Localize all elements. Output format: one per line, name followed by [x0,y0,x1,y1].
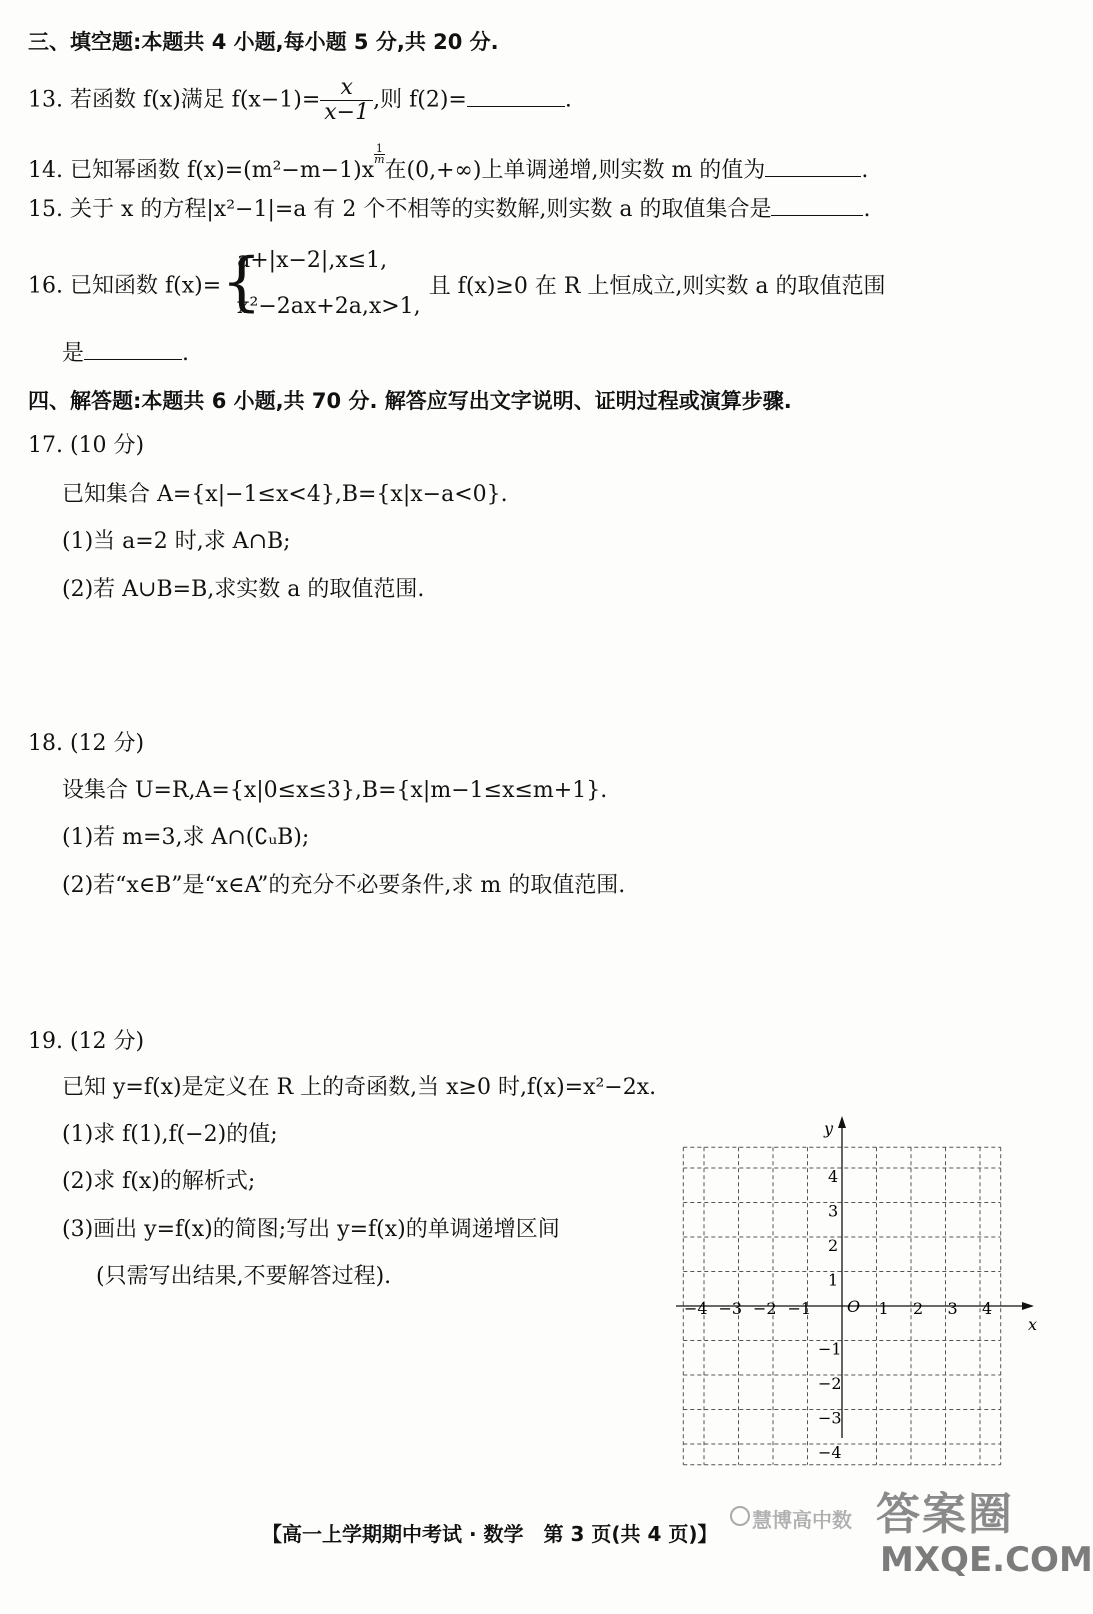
q15-answer-blank[interactable] [771,195,863,216]
q15-stem: 15. 关于 x 的方程|x²−1|=a 有 2 个不相等的实数解,则实数 a 的取值集合是 [28,197,772,222]
q18-stem: 设集合 U=R,A={x|0≤x≤3},B={x|m−1≤x≤m+1}. [62,778,608,803]
q16-brace: { [221,245,262,319]
x-tick-label: 2 [913,1299,924,1318]
question-16-line-2: 是 . [62,341,190,366]
section-4-title: 四、解答题:本题共 6 小题,共 70 分. 解答应写出文字说明、证明过程或演算步骤. [28,389,792,413]
wechat-icon [730,1506,750,1526]
q16-piecewise: { a+|x−2|,x≤1, x²−2ax+2a,x>1, [221,238,421,330]
x-tick-label: 1 [878,1299,889,1318]
x-axis-label: x [1028,1315,1038,1334]
x-axis-arrow-icon [1022,1302,1034,1310]
q14-exponent: 1 m [374,142,385,166]
y-tick-label: −2 [818,1374,842,1393]
q14-stem: 14. 已知幂函数 f(x)=(m²−m−1)x [28,158,375,183]
x-tick-label: −3 [718,1299,743,1318]
y-tick-label: 1 [828,1270,839,1290]
y-tick-labels [818,1167,842,1462]
watermark-wechat: 慧博高中数 [752,1508,852,1532]
question-13: 13. 若函数 f(x)满足 f(x−1)= $\frac{x}{x-1}$ ,则 f(2)= . [28,75,572,126]
page-footer: 【高一上学期期中考试 · 数学 第 3 页(共 4 页)】 [262,1522,718,1546]
q14-answer-blank[interactable] [765,156,861,177]
q19-part-2: (2)求 f(x)的解析式; [62,1169,256,1194]
y-tick-label: −4 [818,1443,842,1462]
q13-fraction: $\frac{x}{x-1}$ [320,76,373,125]
x-tick-label: 3 [947,1299,958,1318]
y-axis-arrow-icon [838,1116,846,1128]
x-tick-label: 4 [982,1299,993,1318]
y-tick-label: 2 [828,1236,839,1255]
q17-part-1: (1)当 a=2 时,求 A∩B; [62,529,291,554]
q17-stem: 已知集合 A={x|−1≤x<4},B={x|x−a<0}. [62,482,508,507]
q19-stem: 已知 y=f(x)是定义在 R 上的奇函数,当 x≥0 时,f(x)=x²−2x. [62,1075,657,1100]
origin-label: O [847,1297,861,1316]
watermark-site-logo: 答案圈 [876,1489,1014,1540]
section-3-title: 三、填空题:本题共 4 小题,每小题 5 分,共 20 分. [28,30,499,54]
q16-stem: 16. 已知函数 f(x)= [28,273,222,299]
q19-part-3: (3)画出 y=f(x)的简图;写出 y=f(x)的单调递增区间 [62,1217,560,1242]
y-tick-label: −1 [818,1339,842,1359]
question-15: 15. 关于 x 的方程|x²−1|=a 有 2 个不相等的实数解,则实数 a 的取值集合是 . [28,197,871,222]
q18-part-2: (2)若“x∈B”是“x∈A”的充分不必要条件,求 m 的取值范围. [62,873,626,898]
q13-stem: 13. 若函数 f(x)满足 f(x−1)= [28,87,321,113]
q18-part-1: (1)若 m=3,求 A∩(∁ᵤB); [62,825,310,850]
x-tick-label: −4 [684,1299,708,1318]
q13-answer-blank[interactable] [467,86,565,107]
question-14: 14. 已知幂函数 f(x)=(m²−m−1)x $^{\frac{1}{m}}$ 在(0,+∞)上单调递增,则实数 m 的值为 . [28,142,869,183]
question-16 [28,238,885,330]
q13-tail: ,则 f(2)= [373,87,467,113]
watermark-site-url: MXQE.COM [880,1540,1093,1580]
q17-heading: 17. (10 分) [28,433,145,458]
y-axis-label: y [824,1119,834,1138]
y-tick-label: 3 [828,1201,839,1221]
y-tick-label: −3 [818,1408,842,1428]
q16-answer-blank[interactable] [84,339,182,360]
q19-part-3-note: (只需写出结果,不要解答过程). [96,1264,392,1289]
y-tick-label: 4 [828,1167,839,1186]
coordinate-grid[interactable] [676,1112,1046,1462]
q19-part-1: (1)求 f(1),f(−2)的值; [62,1122,278,1147]
q18-heading: 18. (12 分) [28,731,145,756]
x-tick-label: −1 [787,1299,812,1318]
x-tick-label: −2 [753,1299,777,1318]
q14-tail: 在(0,+∞)上单调递增,则实数 m 的值为 [384,158,766,183]
q17-part-2: (2)若 A∪B=B,求实数 a 的取值范围. [62,577,425,602]
q19-heading: 19. (12 分) [28,1029,145,1054]
q16-tail: 且 f(x)≥0 在 R 上恒成立,则实数 a 的取值范围 [428,273,886,299]
